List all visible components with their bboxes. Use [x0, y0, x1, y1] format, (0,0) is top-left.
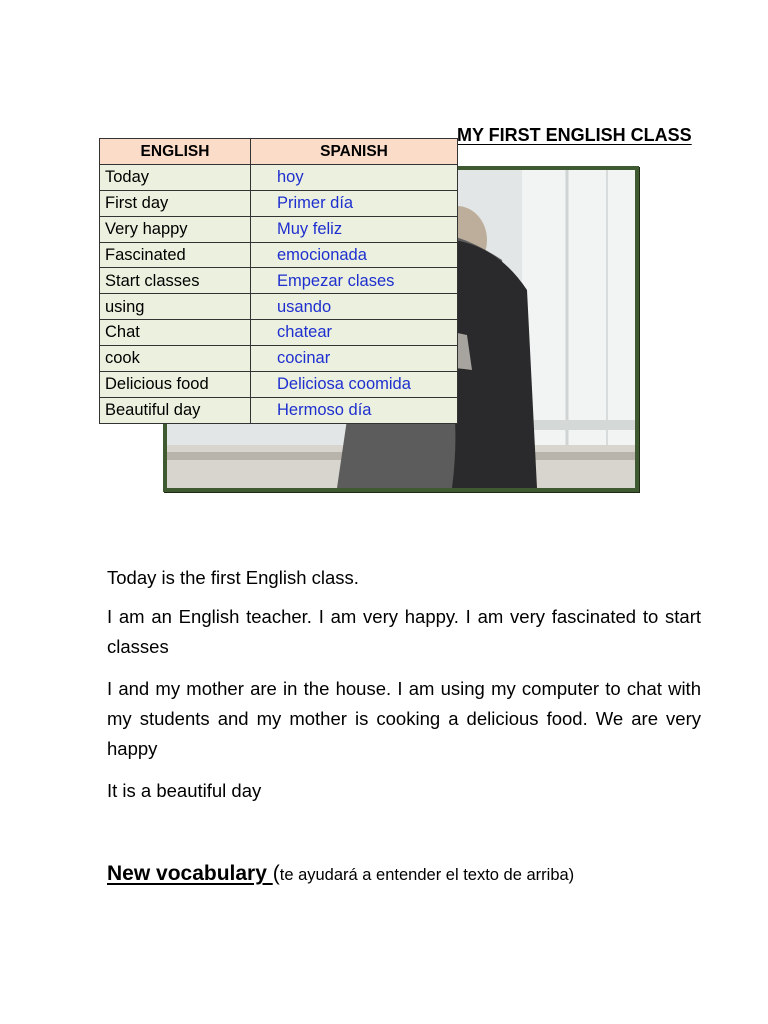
- english-word: Fascinated: [100, 242, 251, 268]
- english-word: First day: [100, 190, 251, 216]
- english-word: cook: [100, 346, 251, 372]
- table-row: [100, 164, 458, 190]
- spanish-word: usando: [251, 294, 458, 320]
- new-vocabulary-note: te ayudará a entender el texto de arriba): [279, 866, 575, 884]
- english-word: Delicious food: [100, 372, 251, 398]
- spanish-word: Hermoso día: [251, 397, 458, 423]
- english-word: Very happy: [100, 216, 251, 242]
- story-paragraph-4: It is a beautiful day: [107, 780, 262, 801]
- table-row: [100, 294, 458, 320]
- vocabulary-table: [99, 138, 458, 424]
- english-word: using: [100, 294, 251, 320]
- spanish-word: Deliciosa coomida: [251, 372, 458, 398]
- table-row: [100, 372, 458, 398]
- new-vocabulary-title: New vocabulary: [107, 862, 273, 885]
- column-header-english: ENGLISH: [100, 139, 251, 165]
- table-row: [100, 190, 458, 216]
- spanish-word: Muy feliz: [251, 216, 458, 242]
- table-row: [100, 268, 458, 294]
- column-header-spanish: SPANISH: [251, 139, 458, 165]
- story-paragraph-1: Today is the first English class.: [107, 567, 359, 588]
- table-row: [100, 216, 458, 242]
- document-title: MY FIRST ENGLISH CLASS: [457, 125, 692, 145]
- table-row: [100, 346, 458, 372]
- english-word: Beautiful day: [100, 397, 251, 423]
- spanish-word: emocionada: [251, 242, 458, 268]
- table-row: [100, 397, 458, 423]
- english-word: Start classes: [100, 268, 251, 294]
- english-word: Chat: [100, 320, 251, 346]
- spanish-word: cocinar: [251, 346, 458, 372]
- new-vocabulary-heading: [107, 862, 574, 886]
- story-paragraph-2: I am an English teacher. I am very happy. I am very fascinated to start classes: [107, 606, 701, 657]
- table-header-row: [100, 139, 458, 165]
- table-row: [100, 242, 458, 268]
- story-paragraph-3: I and my mother are in the house. I am using my computer to chat with my students and my mother is cooking a delicious food. We are very happy: [107, 678, 701, 759]
- table-row: [100, 320, 458, 346]
- spanish-word: Empezar clases: [251, 268, 458, 294]
- english-word: Today: [100, 164, 251, 190]
- new-vocabulary-paren: (: [272, 862, 280, 885]
- spanish-word: Primer día: [251, 190, 458, 216]
- spanish-word: hoy: [251, 164, 458, 190]
- spanish-word: chatear: [251, 320, 458, 346]
